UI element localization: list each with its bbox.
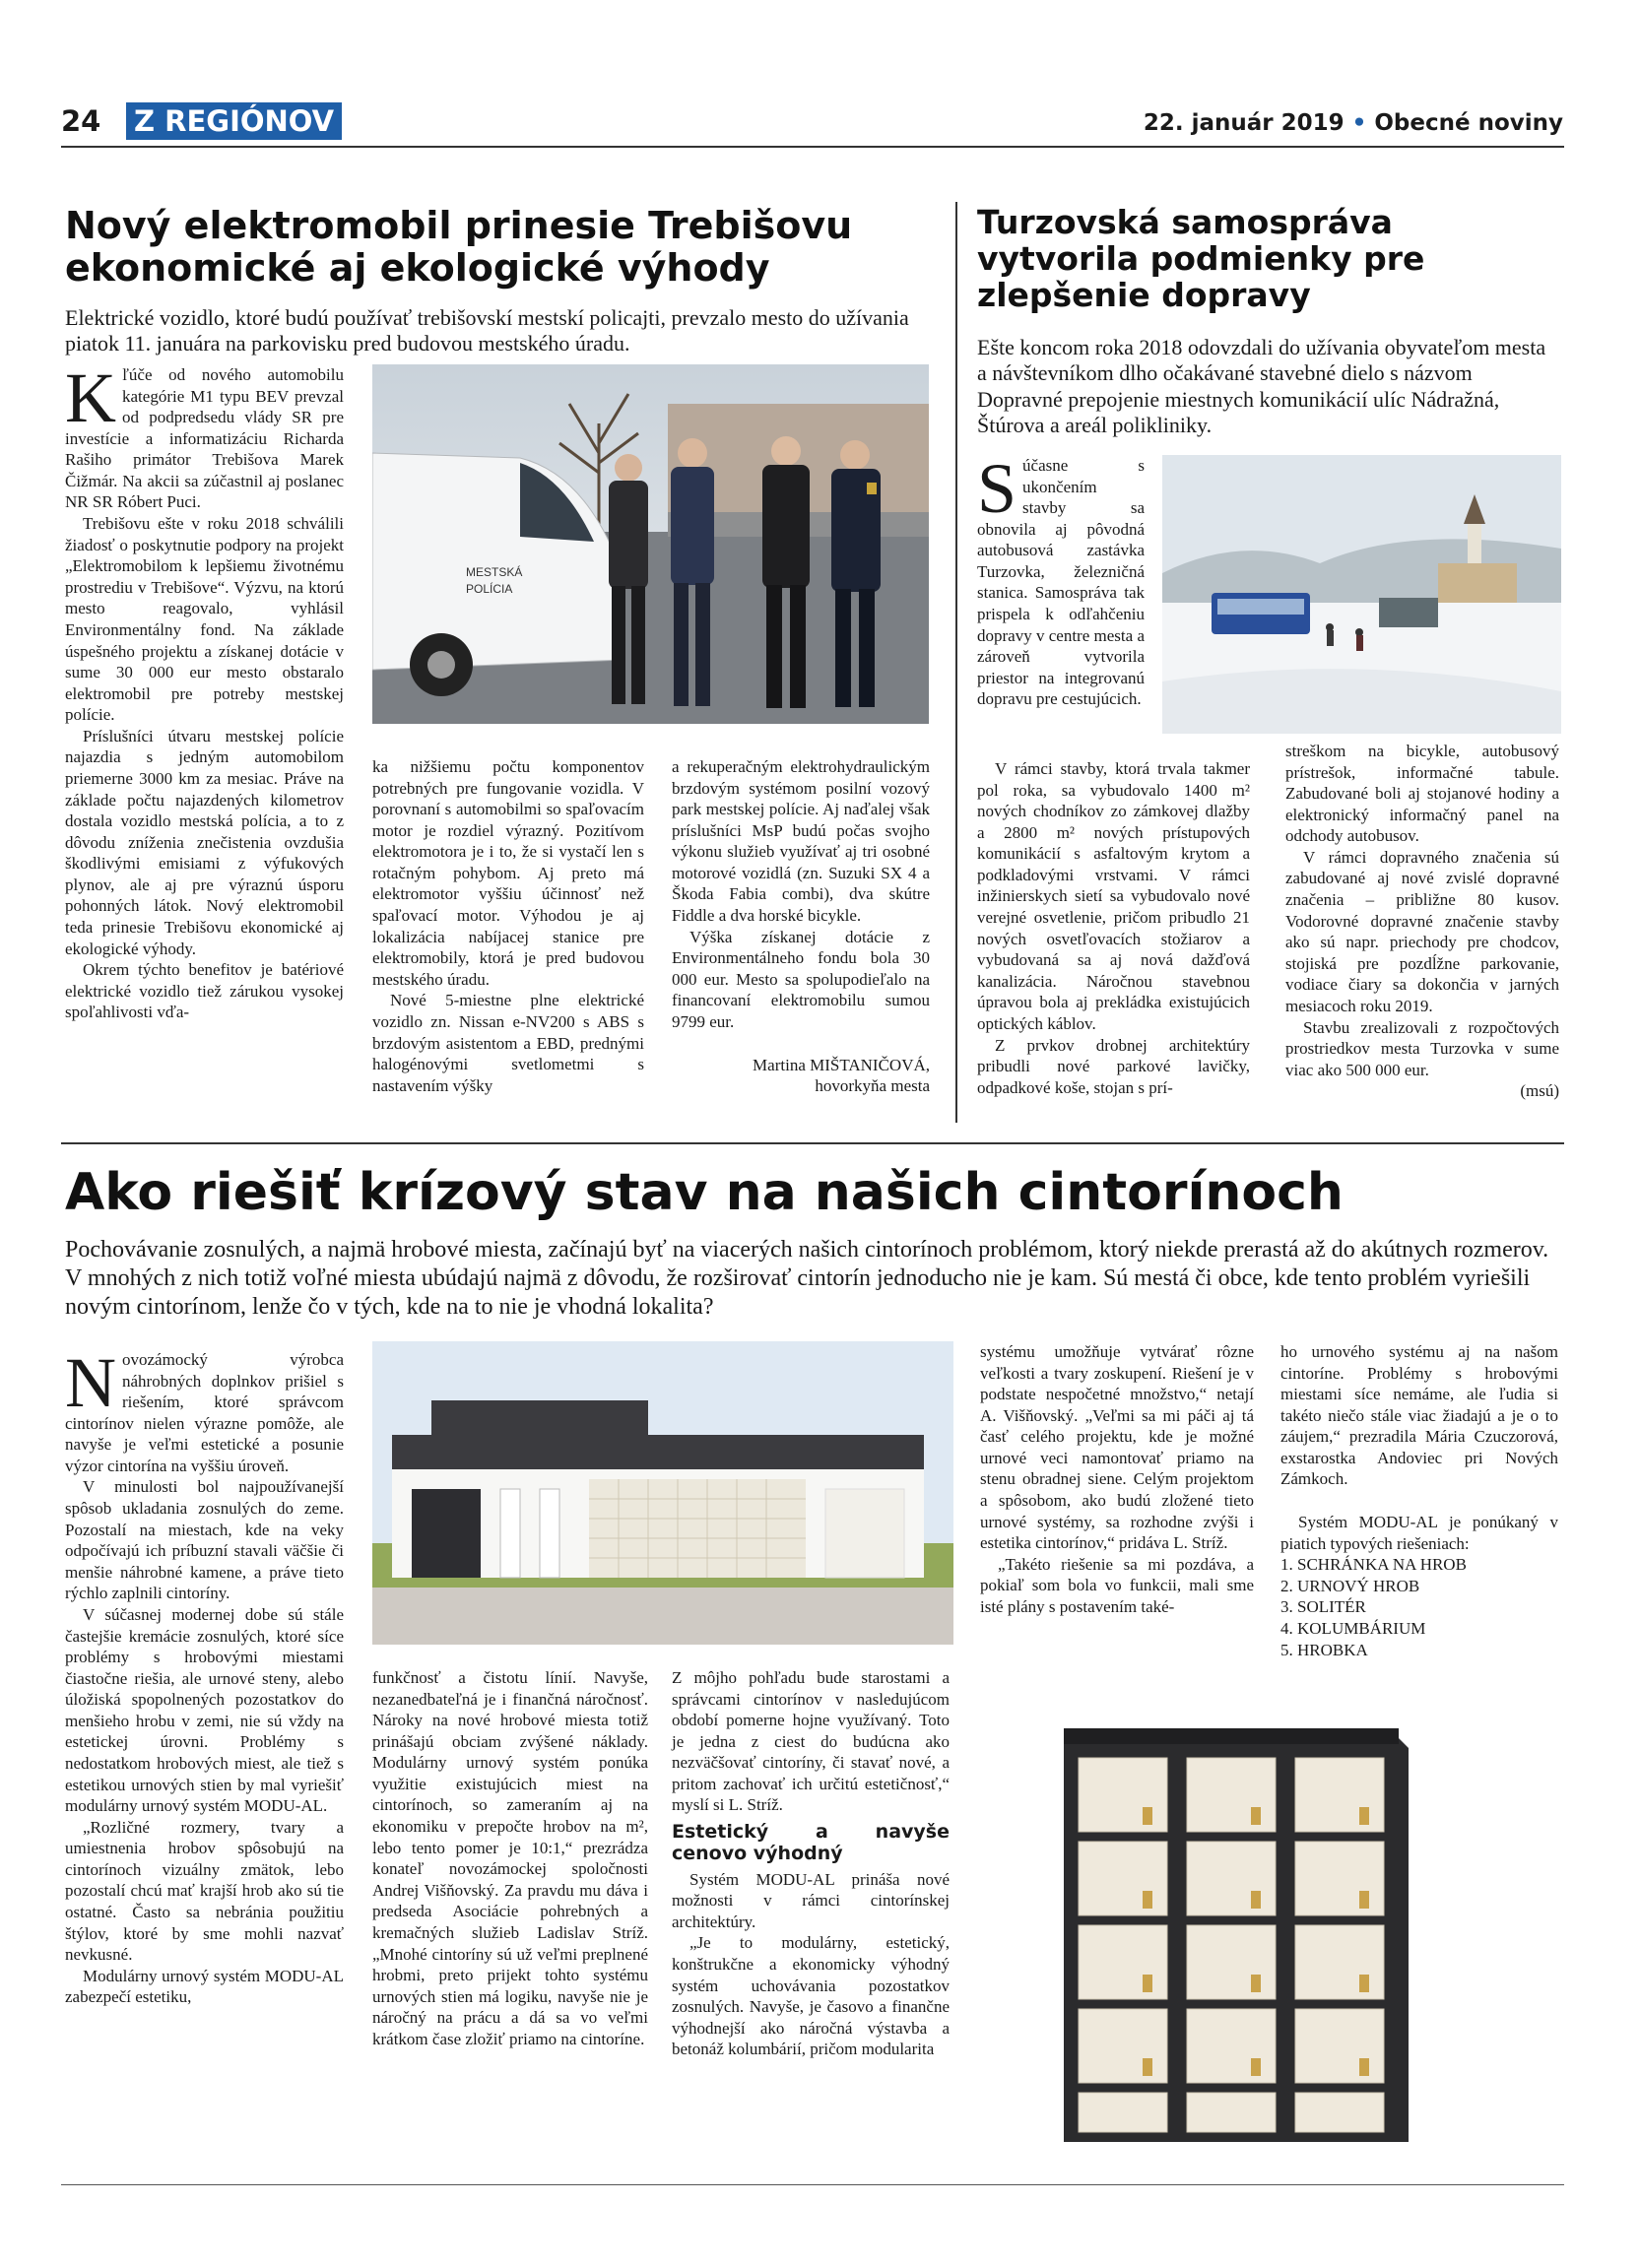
- column-divider: [955, 202, 957, 1123]
- dropcap: K: [65, 358, 116, 437]
- issue-date: 22. január 2019: [1143, 110, 1345, 136]
- article2-title: Turzovská samospráva vytvorila podmienky pre zlepšenie dopravy: [977, 203, 1425, 314]
- article2-lead: Ešte koncom roka 2018 odovzdali do užívania obyvateľom mesta a návštevníkom dlho očakávané stavebné dielo s názvom Dopravné prepojenie miestnych komunikácií ulíc Nádražná, Štúrova a areál polikliniky.: [977, 335, 1546, 438]
- article1-col1: Kľúče od nového automobilu kategórie M1 typu BEV prevzal od podpredsedu vlády SR pre investície a informatizáciu Richarda Rašiho primátor Trebišova Marek Čižmár. Na akcii sa zúčastnil aj poslanec NR SR Róbert Puci. Trebišovu ešte v roku 2018 schválili žiadosť o poskytnutie podpory na projekt „Elektromobilom k lepšiemu životnému prostrediu v Trebišove“. Výzvu, na ktorú mesto reagovalo, vyhlásil Environmentálny fond. Na základe úspešného projektu a získanej dotácie v sume 30 000 eur mesto obstaralo elektromobil pre potreby mestskej polície. Príslušníci útvaru mestskej polície najazdia s jedným automobilom priemerne 3000 km za mesiac. Práve na základe počtu najazdených kilometrov dostala vozidlo mestská polícia, a to z dôvodu zníženia znečistenia ovzdušia škodlivými emisiami z výfukových plynov, ale aj pre výraznú úsporu pohonných látok. Nový elektromobil teda prinesie Trebišovu ekonomické aj ekologické výhody. Okrem týchto benefitov je batériové elektrické vozidlo tiež zárukou vysokej spoľahlivosti vďa-: [65, 358, 344, 1022]
- option-4: 4. KOLUMBÁRIUM: [1280, 1618, 1426, 1638]
- article2-col1: Súčasne s ukončením stavby sa obnovila aj pôvodná autobusová zastávka Turzovka, železničná stanica. Samospráva tak prispela k odľahčeniu dopravy v centre mesta a zároveň vytvorila priestor na integrovanú dopravu pre cestujúcich.: [977, 449, 1145, 709]
- option-1: 1. SCHRÁNKA NA HROB: [1280, 1555, 1467, 1575]
- article-separator: [61, 1142, 1564, 1144]
- article1-col2: ka nižšiemu počtu komponentov potrebných pre fungovanie vozidla. V porovnaní s automobilmi so spaľovacím motor je rozdiel výrazný. Pozitívom elektromotora je i to, že si vystačí len s rotačným pohybom. Aj preto má elektromotor vyššiu účinnosť než spaľovací motor. Výhodou je aj lokalizácia nabíjacej stanice pre elektromobily, ktorá je pred budovou mestského úradu. Nové 5-miestne plne elektrické vozidlo zn. Nissan e-NV200 s ABS s brzdovým asistentom a EBD, prednými halogénovými svetlometmi s nastavením výšky: [372, 757, 644, 1095]
- article3-col5: ho urnového systému aj na našom cintoríne. Problémy s hrobovými miestami síce nemáme, ale ľudia si takéto niečo stále viac žiadajú a je o to záujem,“ prezradila Mária Czuczorová, exstarostka Andoviec pri Nových Zámkoch. Systém MODU-AL je ponúkaný v piatich typových riešeniach: 1. SCHRÁNKA NA HROB 2. URNOVÝ HROB 3. SOLITÉR 4. KOLUMBÁRIUM 5. HROBKA: [1280, 1342, 1558, 1659]
- car-lettering-1: MESTSKÁ: [466, 565, 523, 579]
- article3-title: Ako riešiť krízový stav na našich cintorínoch: [65, 1163, 1344, 1222]
- article3-building-photo: [372, 1341, 953, 1645]
- car-lettering-2: POLÍCIA: [466, 582, 513, 596]
- dropcap: N: [65, 1343, 116, 1422]
- section-label: Z REGIÓNOV: [126, 102, 342, 140]
- article3-col3: Z môjho pohľadu bude starostami a správcami cintorínov v nasledujúcom období pomerne hojne využívaný. Toto je jedna z ciest do budúcna ako nezväčšovať cintoríny, či stavať nové, a pritom zachovať ich určitú estetičnosť,“ myslí si L. Stríž. Estetický a navyše cenovo výhodný Systém MODU-AL prináša nové možnosti v rámci cintorínskej architektúry. „Je to modulárny, estetický, konštrukčne a ekonomicky výhodný systém uchovávania pozostatkov zosnulých. Navyše, je časovo a finančne výhodnejší ako náročná výstavba a betonáž kolumbárií, pričom modularita: [672, 1668, 950, 2059]
- footer-rule: [61, 2184, 1564, 2185]
- article3-col4: systému umožňuje vytvárať rôzne veľkosti a tvary zoskupení. Riešení je v podstate nespočetné množstvo,“ netají A. Višňovský. „Veľmi sa mi páči aj tá časť celého projektu, kde je možné urnové veci namontovať priamo na stenu obradnej siene. Celým projektom a spôsobom, ako budú zložené tieto urnové systémy, sa rozhodne zvýši i estetika cintorínov,“ pridáva L. Stríž. „Takéto riešenie sa mi pozdáva, a pokiaľ som bola vo funkcii, mali sme isté plány s postavením také-: [980, 1342, 1254, 1616]
- article3-urn-photo: [1044, 1709, 1418, 2157]
- article1-lead: Elektrické vozidlo, ktoré budú používať trebišovskí mestskí policajti, prevzalo mesto do užívania piatok 11. januára na parkovisku pred budovou mestského úradu.: [65, 305, 909, 356]
- article3-col2: funkčnosť a čistotu línií. Navyše, nezanedbateľná je i finančná náročnosť. Nároky na nové hrobové miesta totiž prinášajú obciam zvýšené náklady. Modulárny urnový systém ponúka využitie existujúcich miest na cintorínoch, so zameraním aj na ekonomiku v prepočte hrobov na m², lebo tento pomer je 10:1,“ prezrádza konateľ novozámockej spoločnosti Andrej Višňovský. Za pravdu mu dáva i predseda Asociácie pohrebných a kremačných služieb Ladislav Stríž. „Mnohé cintoríny sú už veľmi preplnené hrobmi, preto prijekt tohto systému urnových stien má logiku, navyše nie je náročný na prácu a dá sa vo veľmi krátkom čase zložiť priamo na cintoríne.: [372, 1668, 648, 2048]
- option-3: 3. SOLITÉR: [1280, 1597, 1366, 1617]
- article2-photo: [1162, 455, 1561, 734]
- header-rule: [61, 146, 1564, 148]
- article3-subhead: Estetický a navyše cenovo výhodný: [672, 1821, 950, 1864]
- article2-col1b: V rámci stavby, ktorá trvala takmer pol roka, sa vybudovalo 1400 m² nových chodníkov zo zámkovej dlažby a 2800 m² nových prístupových komunikácií s asfaltovým krytom a podkladovými vrstvami. V rámci inžinierskych sietí sa vybudovalo nové verejné osvetlenie, pričom pribudlo 21 nových osvetľovacích stožiarov a vybudovaná sa aj nová dažďová kanalizácia. Náročnou stavebnou úpravou bola aj prekládka existujúcich optických káblov. Z prvkov drobnej architektúry pribudli nové parkové lavičky, odpadkové koše, stojan s prí-: [977, 759, 1250, 1097]
- article1-photo: [372, 364, 929, 724]
- page-number: 24: [61, 104, 101, 138]
- article3-lead: Pochovávanie zosnulých, a najmä hrobové miesta, začínajú byť na viacerých našich cintorínoch problémom, ktorý niekde prerastá až do akútnych rozmerov. V mnohých z nich totiž voľné miesta ubúdajú najmä z dôvodu, že rozširovať cintorín jednoducho nie je kam. Sú mestá či obce, kde tento problém vyriešili novým cintorínom, lenže čo v tých, kde na to nie je vhodná lokalita?: [65, 1237, 1549, 1320]
- article3-col1: Novozámocký výrobca náhrobných doplnkov prišiel s riešením, ktoré správcom cintorínov nielen výrazne pomôže, ale navyše je veľmi estetické a posunie výzor cintorína na vyššiu úroveň. V minulosti bol najpoužívanejší spôsob ukladania zosnulých do zeme. Pozostalí na miestach, kde na veky odpočívajú ich príbuzní stavali väčšie či menšie náhrobné kamene, a práve tieto rýchlo zaplnili cintoríny. V súčasnej modernej dobe sú stále častejšie kremácie zosnulých, ktoré síce problémy s hrobovými miestami čiastočne riešia, ale urnové steny, alebo úložiská spopolnených pozostatkov do menšieho hrobu v zemi, nie sú vždy na estetickej úrovni. Problémy s nedostatkom hrobových miest, ale tiež s estetikou urnových stien by mal vyriešiť modulárny urnový systém MODU-AL. „Rozličné rozmery, tvary a umiestnenia hrobov spôsobujú na cintorínoch vizuálny zmätok, lebo pozostalí chcú mať krajší hrob ako sú tie ostatné. Často sa nebránia použitiu štýlov, ktoré by sme mohli nazvať nevkusné. Modulárny urnový systém MODU-AL zabezpečí estetiku,: [65, 1343, 344, 2007]
- option-5: 5. HROBKA: [1280, 1640, 1368, 1659]
- option-2: 2. URNOVÝ HROB: [1280, 1576, 1420, 1595]
- issue-info: [1144, 110, 1563, 136]
- article1-col3: a rekuperačným elektrohydraulickým brzdovým systémom posilní vozový park mestskej polície. Aj naďalej však príslušníci MsP budú počas svojho výkonu služieb využívať aj tri osobné motorové vozidlá (zn. Suzuki SX 4 a Škoda Fabia combi), dva skútre Fiddle a dva horské bicykle. Výška získanej dotácie z Environmentálneho fondu bola 30 000 eur. Mesto sa spolupodieľalo na financovaní elektromobilu sumou 9799 eur. Martina MIŠTANIČOVÁ, hovorkyňa mesta: [672, 757, 930, 1096]
- paper-name: Obecné noviny: [1374, 110, 1563, 136]
- article2-col2: streškom na bicykle, autobusový prístrešok, informačné tabule. Zabudované boli aj stojanové hodiny a elektronický informačný panel na odchody autobusov. V rámci dopravného značenia sú zabudované aj nové zvislé dopravné značenia – približne 80 kusov. Vodorovné dopravné značenie stavby ako sú napr. priechody pre chodcov, stojiská pre pozdĺžne parkovanie, vodiace čiary sa dokončia v jarných mesiacoch roku 2019. Stavbu zrealizovali z rozpočtových prostriedkov mesta Turzovka v sume viac ako 500 000 eur. (msú): [1285, 742, 1559, 1101]
- article1-title: Nový elektromobil prinesie Trebišovu ekonomické aj ekologické výhody: [65, 204, 853, 290]
- dropcap: S: [977, 449, 1017, 528]
- separator-dot: •: [1351, 110, 1367, 136]
- article2-signature: (msú): [1520, 1081, 1559, 1101]
- article1-author: Martina MIŠTANIČOVÁ,: [753, 1055, 930, 1074]
- article1-author-role: hovorkyňa mesta: [815, 1076, 930, 1096]
